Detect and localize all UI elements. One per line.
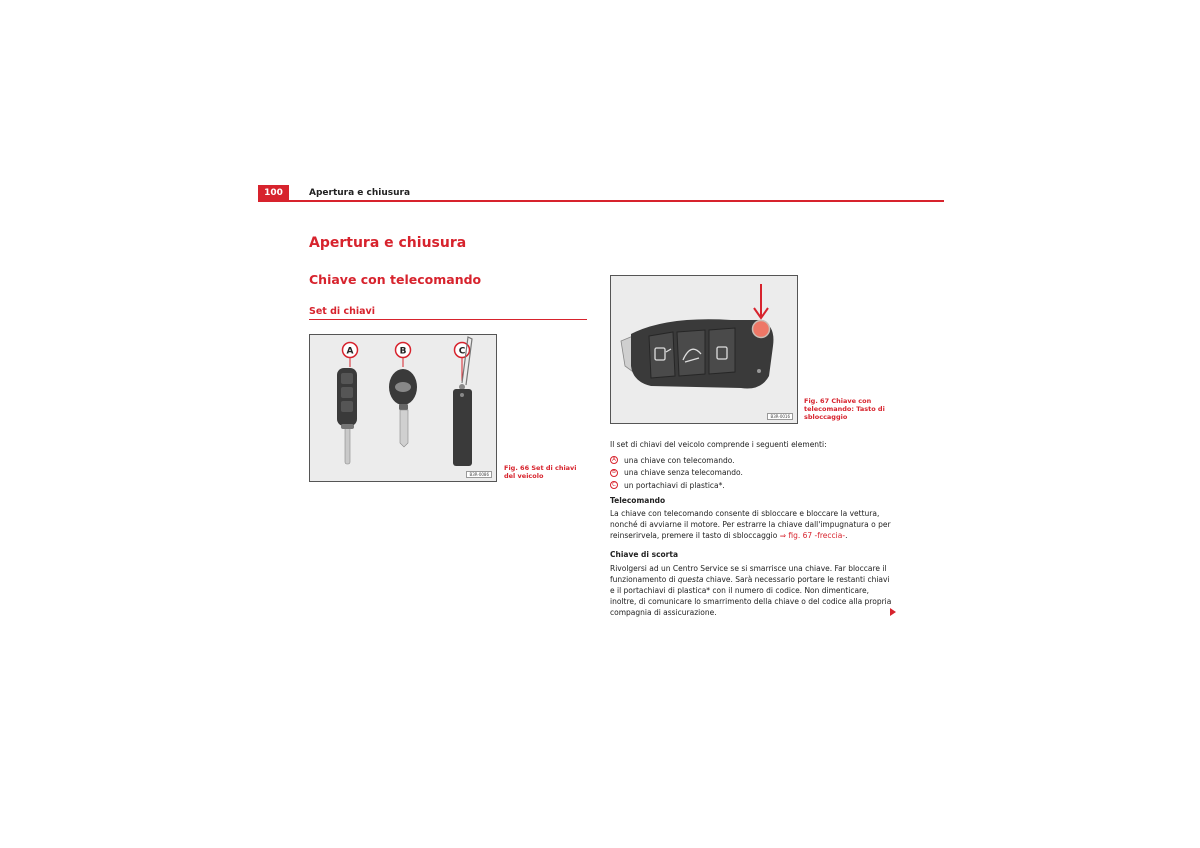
running-title: Apertura e chiusura: [309, 188, 411, 198]
figure-66-code: B3R-0086: [466, 471, 492, 478]
subsection-rule: [309, 319, 587, 320]
figure-67-caption: Fig. 67 Chiave con telecomando: Tasto di sbloccaggio: [804, 397, 885, 421]
intro-text: Il set di chiavi del veicolo comprende i seguenti elementi:: [610, 440, 827, 449]
figure-66-caption: Fig. 66 Set di chiavi del veicolo: [504, 464, 577, 480]
label-b-marker: [396, 343, 411, 368]
telecomando-paragraph: [610, 508, 895, 541]
list-item-text: una chiave con telecomando.: [624, 455, 735, 465]
figure-key-set: [309, 334, 497, 482]
list-item-text: una chiave senza telecomando.: [624, 468, 743, 478]
label-b: B: [399, 346, 407, 357]
continue-arrow-icon: [890, 608, 896, 616]
section-title: Chiave con telecomando: [309, 272, 482, 287]
telecomando-end: .: [845, 531, 848, 540]
telecomando-text: La chiave con telecomando consente di sbloccare e bloccare la vettura, nonché di avviarne il motore. Per estrarre la chiave dall'impugnatura o per reinserirvela, premere il tasto di sbloccaggio: [610, 509, 891, 540]
figure-remote-key: [610, 275, 798, 424]
scorta-italic: questa: [677, 575, 704, 584]
remote-key-drawing: [337, 368, 357, 464]
list-item: [610, 454, 900, 467]
subsection-title: Set di chiavi: [309, 306, 376, 317]
figure-67-reference-link[interactable]: ⇒ fig. 67 -freccia-: [779, 531, 846, 540]
scorta-paragraph: [610, 563, 895, 618]
key-set-list: [610, 454, 900, 492]
plain-key-drawing: [389, 369, 417, 447]
figure-67-code: B3R-0016: [767, 413, 793, 420]
key-set-illustration: [310, 335, 496, 481]
marker-b: B: [610, 469, 618, 477]
telecomando-heading: Telecomando: [610, 496, 666, 505]
marker-c: C: [610, 481, 618, 489]
label-c: C: [458, 346, 466, 357]
list-item-text: un portachiavi di plastica*.: [624, 480, 725, 490]
unlock-button-marker: [753, 321, 770, 338]
marker-a: A: [610, 456, 618, 464]
red-arrow: [754, 284, 768, 318]
remote-key-illustration: [611, 276, 797, 423]
page-number: 100: [258, 185, 289, 201]
label-a: A: [346, 346, 354, 357]
label-a-marker: [343, 343, 358, 368]
list-item: [610, 467, 900, 480]
scorta-text-1: Rivolgersi ad un Centro Service se si smarrisce una chiave. Far bloccare il funzionamento di: [610, 564, 887, 584]
list-item: [610, 479, 900, 492]
header-rule: [258, 200, 944, 202]
chapter-title: Apertura e chiusura: [309, 235, 467, 251]
scorta-heading: Chiave di scorta: [610, 550, 679, 559]
scorta-text-2: chiave. Sarà necessario portare le restanti chiavi e il portachiavi di plastica* con il numero di codice. Non dimenticare, inoltre, di comunicare lo smarrimento della chiave o del codice alla propria compagnia di assicurazione.: [610, 575, 892, 617]
